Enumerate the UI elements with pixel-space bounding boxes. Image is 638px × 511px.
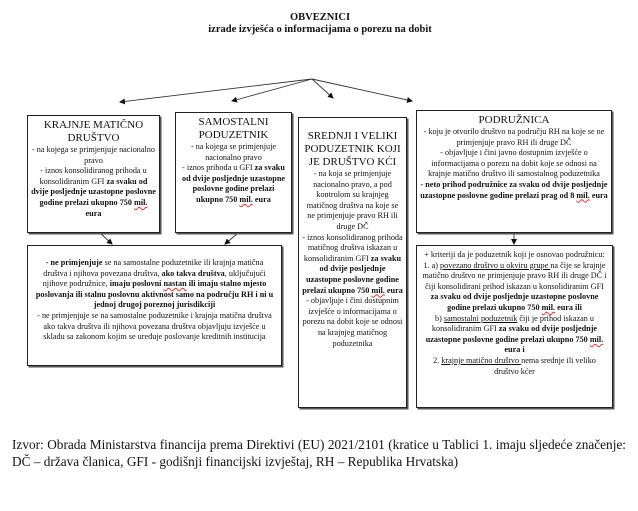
box-krajnje-maticno-drustvo xyxy=(27,115,160,233)
box-text: - na kojega se primjenjuje nacionalno pravo xyxy=(190,142,277,162)
box-text: - iznos prihoda u GFI za svaku od dvije posljednje uzastopne poslovne godine prelazi ukupno 750 mil. eura xyxy=(181,163,286,204)
box-heading: SAMOSTALNI PODUZETNIK xyxy=(198,116,269,141)
box-iznimke xyxy=(27,245,282,366)
arrow-to-krajnje xyxy=(120,79,312,102)
box-text: - neto prihod podružnice za svaku od dvije posljednje uzastopne poslovne godine prelazi prag od 8 mil. eura xyxy=(420,179,608,200)
box-samostalni-poduzetnik xyxy=(175,112,292,233)
box-podruznica xyxy=(416,110,612,233)
box-heading: SREDNJI I VELIKI PODUZETNIK KOJI JE DRUŠTVO KĆI xyxy=(304,130,401,168)
box-text: - ne primjenjuje se na samostalne poduzetnike i krajnja matična društva ako takva društva ili njihova povezana društva objavljuju izvješće u skladu sa zakonom kojim se uređuje poslovanje kreditnih institucija xyxy=(37,310,272,342)
box-text: + kriteriji da je poduzetnik koji je osnovao podružnicu: xyxy=(424,250,605,259)
box-kriteriji xyxy=(416,245,613,408)
box-text: 2. krajnje matično društvo nema srednje ili veliko društvo kćer xyxy=(433,355,596,376)
arrow-samostalni-to-iznimke xyxy=(225,233,238,244)
box-text: - objavljuje i čini javno dostupnim izvješće o informacijama o porezu na dobit koje se odnosi na krajnje matično društvo ili samostalnog poduzetnika xyxy=(428,148,600,179)
box-text: - koju je otvorilo društvo na području RH na koje se ne primjenjuje pravo RH ili druge DČ xyxy=(423,127,605,147)
box-srednji-veliki-poduzetnik xyxy=(298,117,407,408)
arrow-to-podruznica xyxy=(312,79,412,101)
box-text: - iznos konsolidiranog prihoda matičnog društva iskazan u konsolidiranim GFI za svaku od dvije posljednje uzastopne poslovne godine prelazi ukupno 750 mil. eura xyxy=(302,232,403,295)
arrow-krajnje-to-iznimke xyxy=(100,233,112,244)
box-text: - ne primjenjuje se na samostalne poduzetnike ili krajnja matična društva i njihova povezana društva, ako takva društva, uključujući njihove podružnice, imaju poslovni nastan ili imaju stalno mjesto poslovanja ili stalnu poslovnu aktivnost samo na području RH i ni u jednoj drugoj poreznoj jurisdikciji xyxy=(35,258,274,310)
box-text: - na kojega se primjenjuje nacionalno pravo xyxy=(32,145,155,165)
title-subtitle: izrade izvješća o informacijama o porezu na dobit xyxy=(208,24,432,35)
figure-caption: Izvor: Obrada Ministarstva financija prema Direktivi (EU) 2021/2101 (kratice u Tablici 1. imaju sljedeće značenje: DČ – država članica, GFI - godišnji financijski izvještaj, RH – Republika Hrvatska) xyxy=(12,437,626,469)
box-text: 1. a) povezano društvo u okviru grupe na čije se krajnje matično društvo ne primjenjuje pravo RH ili druge DČ i čiji konsolidirani prihod iskazan u konsolidiranim GFI za svaku od dvije posljednje uzastopne poslovne godine prelazi ukupno 750 mil. eura ili xyxy=(422,260,607,312)
arrow-to-srednji xyxy=(312,79,333,98)
box-text: - iznos konsolidiranog prihoda u konsolidiranim GFI za svaku od dvije posljednje uzastopne poslovne godine prelazi ukupno 750 mil. eura xyxy=(31,166,156,218)
box-text: - na koja se primjenjuje nacionalno pravo, a pod kontrolom su krajnjeg matičnog društva na koje se ne primjenjuje pravo RH ili druge DČ xyxy=(306,169,399,231)
title-main: OBVEZNICI xyxy=(289,12,351,23)
box-text: - objavljuje i čini dostupnim izvješće o informacijama o porezu na dobit koje se odnosi na krajnjeg matičnog poduzetnika xyxy=(302,296,403,348)
box-text: b) samostalni poduzetnik čiji je prihod iskazan u konsolidiranim GFI za svaku od dvije posljednje uzastopne poslovne godine prelazi ukupno 750 mil. eura i xyxy=(425,313,604,355)
arrow-to-samostalni xyxy=(232,79,312,101)
box-heading: PODRUŽNICA xyxy=(478,114,550,126)
box-heading: KRAJNJE MATIČNO DRUŠTVO xyxy=(43,119,144,144)
